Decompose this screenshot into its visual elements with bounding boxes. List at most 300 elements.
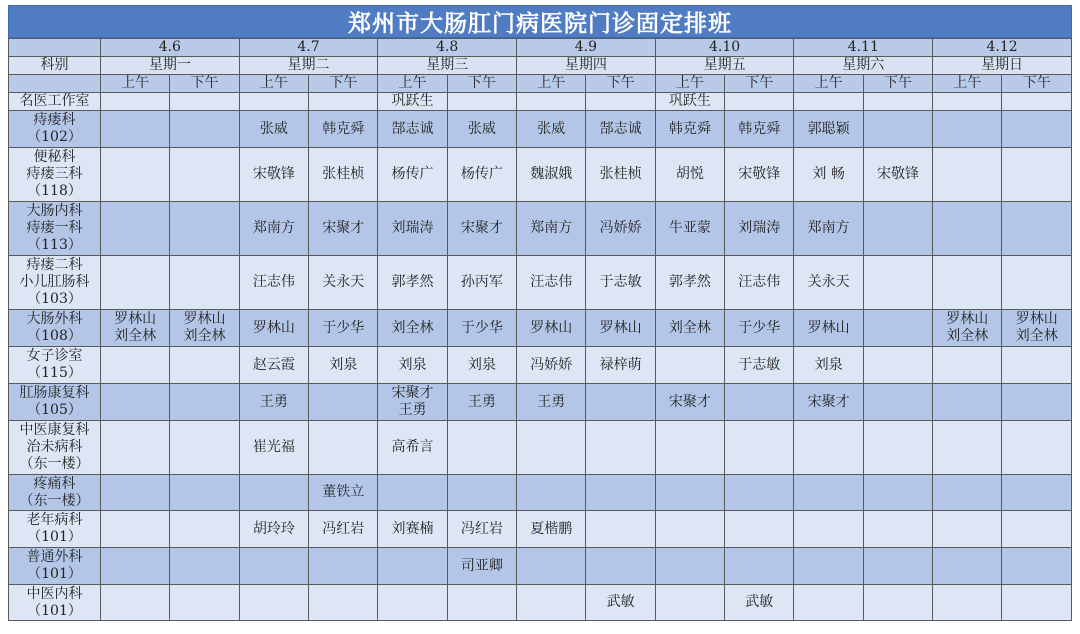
doctor-cell xyxy=(447,93,516,111)
schedule-row xyxy=(9,256,1072,310)
header-date: 4.12 xyxy=(933,39,1072,57)
dept-name-line: 中医康复科 xyxy=(19,422,90,438)
schedule-sheet xyxy=(8,5,1072,621)
doctor-cell xyxy=(239,475,308,511)
doctor-cell xyxy=(794,256,863,310)
doctor-cell xyxy=(517,511,586,548)
doctor-cell xyxy=(378,148,447,202)
doctor-name: 宋敬锋 xyxy=(738,166,781,182)
dept-cell xyxy=(9,310,101,347)
doctor-cell xyxy=(101,475,170,511)
doctor-name: 禄梓萌 xyxy=(599,356,642,373)
doctor-cell xyxy=(378,111,447,148)
doctor-cell xyxy=(309,585,378,621)
schedule-row xyxy=(9,475,1072,511)
dept-name-line: 普通外科 xyxy=(26,549,83,565)
doctor-cell xyxy=(725,148,794,202)
doctor-cell xyxy=(933,421,1002,475)
header-weekday: 星期二 xyxy=(239,57,378,75)
schedule-row xyxy=(9,148,1072,202)
doctor-cell xyxy=(517,256,586,310)
doctor-cell xyxy=(101,202,170,256)
doctor-name: 杨传广 xyxy=(460,166,503,182)
doctor-cell xyxy=(794,475,863,511)
doctor-cell xyxy=(170,384,239,421)
doctor-cell xyxy=(1002,310,1072,347)
doctor-cell xyxy=(378,421,447,475)
doctor-cell xyxy=(863,202,932,256)
doctor-cell xyxy=(655,148,724,202)
doctor-name: 罗林山 xyxy=(114,311,157,327)
doctor-cell xyxy=(725,511,794,548)
doctor-name: 胡玲玲 xyxy=(252,520,295,537)
doctor-cell xyxy=(586,202,655,256)
schedule-row xyxy=(9,202,1072,256)
doctor-name: 冯娇娇 xyxy=(530,356,573,373)
doctor-cell xyxy=(517,148,586,202)
doctor-cell xyxy=(517,202,586,256)
dept-name-line: 大肠内科 xyxy=(26,203,83,219)
doctor-cell xyxy=(1002,421,1072,475)
doctor-name: 张桂桢 xyxy=(322,166,365,182)
header-date: 4.6 xyxy=(101,39,240,57)
doctor-name: 张桂桢 xyxy=(599,166,642,182)
doctor-cell xyxy=(239,148,308,202)
doctor-cell xyxy=(101,347,170,384)
header-corner xyxy=(9,39,101,57)
doctor-cell xyxy=(794,548,863,585)
schedule-row xyxy=(9,347,1072,384)
dept-name-line: （102） xyxy=(27,129,82,145)
doctor-name: 赵云霞 xyxy=(252,356,295,373)
doctor-name: 王勇 xyxy=(259,393,288,410)
doctor-name: 武敏 xyxy=(745,594,774,610)
doctor-cell xyxy=(794,148,863,202)
doctor-cell xyxy=(655,511,724,548)
doctor-cell xyxy=(170,511,239,548)
doctor-cell xyxy=(933,310,1002,347)
doctor-cell xyxy=(863,256,932,310)
doctor-name: 刘全林 xyxy=(946,328,989,344)
header-date: 4.9 xyxy=(517,39,656,57)
doctor-cell xyxy=(309,548,378,585)
doctor-name: 郜志诚 xyxy=(391,120,434,137)
doctor-name: 宋敬锋 xyxy=(876,166,919,182)
dept-name-line: 大肠外科 xyxy=(26,311,83,327)
doctor-cell xyxy=(794,511,863,548)
header-am: 上午 xyxy=(101,75,170,93)
doctor-name: 刘赛楠 xyxy=(391,520,434,537)
doctor-cell xyxy=(1002,148,1072,202)
doctor-cell xyxy=(447,148,516,202)
doctor-cell xyxy=(447,111,516,148)
dept-name-line: 名医工作室 xyxy=(19,93,90,109)
doctor-cell xyxy=(101,511,170,548)
doctor-cell xyxy=(517,93,586,111)
doctor-cell xyxy=(586,310,655,347)
doctor-cell xyxy=(863,347,932,384)
doctor-name: 冯红岩 xyxy=(322,520,365,537)
doctor-name: 宋聚才 xyxy=(668,393,711,410)
dept-name-line: （108） xyxy=(27,328,82,344)
dept-cell xyxy=(9,256,101,310)
doctor-cell xyxy=(517,384,586,421)
doctor-cell xyxy=(517,347,586,384)
doctor-cell xyxy=(309,347,378,384)
schedule-row xyxy=(9,310,1072,347)
doctor-cell xyxy=(309,202,378,256)
dept-name-line: 疼痛科 xyxy=(33,475,76,492)
doctor-cell xyxy=(239,111,308,148)
doctor-cell xyxy=(170,148,239,202)
doctor-name: 刘全林 xyxy=(114,328,157,344)
doctor-name: 罗林山 xyxy=(946,311,989,327)
doctor-cell xyxy=(101,93,170,111)
doctor-cell xyxy=(170,93,239,111)
doctor-cell xyxy=(933,111,1002,148)
doctor-cell xyxy=(586,384,655,421)
doctor-cell xyxy=(933,256,1002,310)
doctor-cell xyxy=(655,310,724,347)
doctor-name: 罗林山 xyxy=(807,319,850,336)
header-pm: 下午 xyxy=(1002,75,1072,93)
doctor-name: 牛亚蒙 xyxy=(668,220,711,236)
dept-name-line: 中医内科 xyxy=(26,585,83,602)
doctor-cell xyxy=(378,256,447,310)
header-dept-label: 科别 xyxy=(9,57,101,75)
doctor-cell xyxy=(1002,347,1072,384)
doctor-cell xyxy=(586,511,655,548)
dept-name-line: 痔瘘科 xyxy=(33,112,76,128)
dept-cell xyxy=(9,585,101,621)
doctor-cell xyxy=(101,585,170,621)
doctor-cell xyxy=(863,310,932,347)
doctor-name: 郑南方 xyxy=(530,220,573,236)
doctor-name: 冯娇娇 xyxy=(599,220,642,236)
doctor-cell xyxy=(863,421,932,475)
doctor-cell xyxy=(447,421,516,475)
doctor-cell xyxy=(101,256,170,310)
header-date: 4.7 xyxy=(239,39,378,57)
doctor-cell xyxy=(239,93,308,111)
dept-cell xyxy=(9,93,101,111)
doctor-name: 巩跃生 xyxy=(668,93,711,109)
doctor-name: 刘 畅 xyxy=(812,166,845,182)
doctor-name: 司亚卿 xyxy=(460,557,503,574)
header-am: 上午 xyxy=(378,75,447,93)
doctor-name: 韩克舜 xyxy=(738,120,781,137)
dept-cell xyxy=(9,511,101,548)
doctor-name: 宋聚才 xyxy=(807,393,850,410)
doctor-cell xyxy=(863,93,932,111)
doctor-cell xyxy=(101,548,170,585)
doctor-cell xyxy=(309,256,378,310)
doctor-cell xyxy=(933,384,1002,421)
doctor-cell xyxy=(1002,384,1072,421)
doctor-name: 于志敏 xyxy=(599,274,642,290)
doctor-cell xyxy=(933,511,1002,548)
doctor-name: 张威 xyxy=(259,120,288,137)
doctor-cell xyxy=(170,111,239,148)
doctor-cell xyxy=(794,421,863,475)
doctor-cell xyxy=(378,511,447,548)
doctor-cell xyxy=(239,585,308,621)
doctor-name: 宋聚才 xyxy=(391,385,434,401)
doctor-cell xyxy=(309,93,378,111)
dept-cell xyxy=(9,111,101,148)
doctor-cell xyxy=(447,347,516,384)
dept-name-line: （115） xyxy=(27,365,82,381)
doctor-cell xyxy=(1002,256,1072,310)
doctor-cell xyxy=(586,347,655,384)
doctor-name: 汪志伟 xyxy=(530,274,573,290)
doctor-cell xyxy=(863,148,932,202)
doctor-name: 关永天 xyxy=(322,274,365,290)
doctor-cell xyxy=(863,548,932,585)
doctor-name: 崔光福 xyxy=(252,439,295,455)
doctor-cell xyxy=(725,548,794,585)
doctor-name: 刘泉 xyxy=(398,356,427,373)
doctor-name: 刘全林 xyxy=(391,319,434,336)
doctor-cell xyxy=(586,585,655,621)
dept-name-line: （101） xyxy=(27,566,82,582)
doctor-name: 郭孝然 xyxy=(391,274,434,290)
doctor-cell xyxy=(170,310,239,347)
doctor-cell xyxy=(517,421,586,475)
doctor-name: 罗林山 xyxy=(183,311,226,327)
doctor-name: 郑南方 xyxy=(252,220,295,236)
header-half-row xyxy=(9,75,1072,93)
doctor-cell xyxy=(447,475,516,511)
doctor-cell xyxy=(725,421,794,475)
doctor-name: 罗林山 xyxy=(530,319,573,336)
doctor-cell xyxy=(933,347,1002,384)
doctor-cell xyxy=(517,475,586,511)
header-weekday: 星期五 xyxy=(655,57,794,75)
doctor-name: 于志敏 xyxy=(738,356,781,373)
doctor-cell xyxy=(309,310,378,347)
header-weekday: 星期四 xyxy=(517,57,656,75)
doctor-cell xyxy=(794,585,863,621)
dept-name-line: 痔瘘三科 xyxy=(26,166,83,182)
header-weekday: 星期一 xyxy=(101,57,240,75)
doctor-cell xyxy=(239,384,308,421)
doctor-cell xyxy=(309,111,378,148)
header-half-blank xyxy=(9,75,101,93)
dept-name-line: （113） xyxy=(27,237,82,253)
doctor-cell xyxy=(725,384,794,421)
header-pm: 下午 xyxy=(309,75,378,93)
doctor-cell xyxy=(170,475,239,511)
header-weekday: 星期三 xyxy=(378,57,517,75)
dept-cell xyxy=(9,548,101,585)
dept-name-line: 女子诊室 xyxy=(26,348,83,364)
header-am: 上午 xyxy=(794,75,863,93)
doctor-cell xyxy=(101,148,170,202)
doctor-cell xyxy=(309,421,378,475)
doctor-name: 董铁立 xyxy=(322,484,365,500)
doctor-name: 巩跃生 xyxy=(391,93,434,109)
doctor-name: 于少华 xyxy=(322,319,365,336)
doctor-cell xyxy=(863,384,932,421)
doctor-cell xyxy=(725,256,794,310)
doctor-name: 宋聚才 xyxy=(322,220,365,236)
dept-cell xyxy=(9,475,101,511)
doctor-cell xyxy=(586,548,655,585)
dept-name-line: 便秘科 xyxy=(33,149,76,165)
doctor-cell xyxy=(447,202,516,256)
doctor-cell xyxy=(863,475,932,511)
header-am: 上午 xyxy=(517,75,586,93)
doctor-name: 魏淑娥 xyxy=(530,166,573,182)
doctor-cell xyxy=(1002,111,1072,148)
doctor-cell xyxy=(655,548,724,585)
dept-name-line: （105） xyxy=(27,402,82,418)
doctor-cell xyxy=(794,310,863,347)
doctor-cell xyxy=(1002,202,1072,256)
dept-name-line: （101） xyxy=(27,602,82,619)
header-pm: 下午 xyxy=(725,75,794,93)
doctor-name: 汪志伟 xyxy=(252,274,295,290)
doctor-cell xyxy=(655,585,724,621)
doctor-cell xyxy=(725,310,794,347)
doctor-cell xyxy=(933,93,1002,111)
schedule-row xyxy=(9,511,1072,548)
doctor-name: 刘泉 xyxy=(814,356,843,373)
doctor-name: 宋敬锋 xyxy=(252,166,295,182)
doctor-cell xyxy=(1002,511,1072,548)
header-pm: 下午 xyxy=(447,75,516,93)
doctor-cell xyxy=(933,475,1002,511)
doctor-cell xyxy=(309,511,378,548)
doctor-cell xyxy=(655,111,724,148)
doctor-name: 于少华 xyxy=(460,319,503,336)
doctor-cell xyxy=(517,585,586,621)
header-date: 4.10 xyxy=(655,39,794,57)
doctor-name: 刘泉 xyxy=(329,356,358,373)
doctor-cell xyxy=(794,111,863,148)
doctor-cell xyxy=(725,585,794,621)
doctor-name: 于少华 xyxy=(738,319,781,336)
doctor-cell xyxy=(794,347,863,384)
doctor-name: 王勇 xyxy=(398,402,427,418)
doctor-cell xyxy=(1002,585,1072,621)
doctor-cell xyxy=(863,111,932,148)
doctor-cell xyxy=(170,256,239,310)
doctor-name: 张威 xyxy=(467,120,496,137)
header-am: 上午 xyxy=(239,75,308,93)
dept-name-line: 治未病科 xyxy=(26,439,83,455)
dept-name-line: （118） xyxy=(27,183,82,199)
doctor-cell xyxy=(655,256,724,310)
doctor-cell xyxy=(378,93,447,111)
doctor-cell xyxy=(1002,548,1072,585)
doctor-cell xyxy=(378,475,447,511)
doctor-cell xyxy=(239,310,308,347)
doctor-cell xyxy=(309,475,378,511)
doctor-name: 罗林山 xyxy=(599,319,642,336)
header-pm: 下午 xyxy=(586,75,655,93)
dept-name-line: （103） xyxy=(27,291,82,307)
doctor-cell xyxy=(170,548,239,585)
doctor-name: 张威 xyxy=(537,120,566,137)
doctor-name: 郑南方 xyxy=(807,220,850,236)
dept-name-line: 小儿肛肠科 xyxy=(19,274,90,290)
doctor-cell xyxy=(101,421,170,475)
doctor-cell xyxy=(1002,475,1072,511)
doctor-cell xyxy=(239,256,308,310)
doctor-cell xyxy=(170,585,239,621)
doctor-cell xyxy=(101,310,170,347)
doctor-name: 王勇 xyxy=(537,393,566,410)
doctor-cell xyxy=(239,347,308,384)
doctor-name: 刘全林 xyxy=(183,328,226,344)
doctor-name: 高希言 xyxy=(391,439,434,455)
doctor-name: 韩克舜 xyxy=(322,120,365,137)
dept-name-line: 老年病科 xyxy=(26,512,83,528)
dept-cell xyxy=(9,148,101,202)
doctor-cell xyxy=(239,511,308,548)
doctor-cell xyxy=(933,548,1002,585)
doctor-cell xyxy=(378,347,447,384)
doctor-name: 刘瑞涛 xyxy=(738,220,781,236)
doctor-cell xyxy=(101,111,170,148)
doctor-cell xyxy=(586,256,655,310)
doctor-cell xyxy=(725,93,794,111)
dept-cell xyxy=(9,347,101,384)
dept-name-line: 痔瘘二科 xyxy=(26,257,83,273)
schedule-row xyxy=(9,548,1072,585)
dept-cell xyxy=(9,384,101,421)
doctor-name: 宋聚才 xyxy=(460,220,503,236)
page-title: 郑州市大肠肛门病医院门诊固定排班 xyxy=(8,5,1072,38)
doctor-cell xyxy=(933,585,1002,621)
schedule-row xyxy=(9,585,1072,621)
dept-cell xyxy=(9,202,101,256)
schedule-row xyxy=(9,421,1072,475)
doctor-cell xyxy=(101,384,170,421)
doctor-cell xyxy=(655,202,724,256)
doctor-cell xyxy=(170,347,239,384)
doctor-cell xyxy=(725,111,794,148)
doctor-cell xyxy=(239,421,308,475)
dept-name-line: （101） xyxy=(27,529,82,545)
header-pm: 下午 xyxy=(170,75,239,93)
doctor-cell xyxy=(170,202,239,256)
header-date: 4.11 xyxy=(794,39,933,57)
doctor-cell xyxy=(655,347,724,384)
doctor-cell xyxy=(586,111,655,148)
doctor-cell xyxy=(655,421,724,475)
doctor-name: 罗林山 xyxy=(1015,311,1058,327)
doctor-cell xyxy=(378,585,447,621)
doctor-name: 王勇 xyxy=(467,393,496,410)
header-weekday: 星期日 xyxy=(933,57,1072,75)
header-date-row xyxy=(9,39,1072,57)
dept-name-line: （东一楼） xyxy=(19,492,90,509)
dept-cell xyxy=(9,421,101,475)
doctor-cell xyxy=(794,202,863,256)
doctor-name: 汪志伟 xyxy=(738,274,781,290)
doctor-cell xyxy=(517,548,586,585)
doctor-cell xyxy=(725,475,794,511)
doctor-cell xyxy=(1002,93,1072,111)
doctor-name: 夏楷鹏 xyxy=(530,520,573,537)
doctor-cell xyxy=(863,585,932,621)
doctor-cell xyxy=(586,421,655,475)
doctor-cell xyxy=(725,202,794,256)
doctor-cell xyxy=(378,310,447,347)
